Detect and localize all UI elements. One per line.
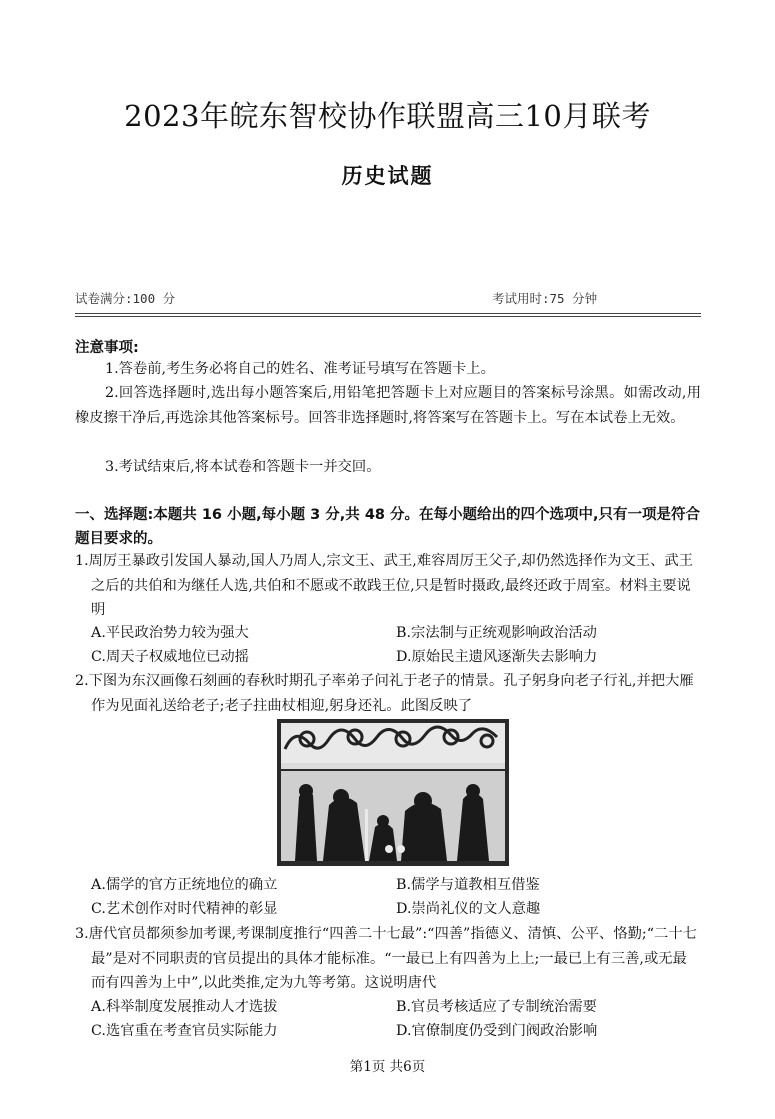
option-b[interactable]: B.儒学与道教相互借鉴 [396,877,540,893]
option-a[interactable]: A.儒学的官方正统地位的确立 [91,877,278,893]
option-d[interactable]: D.官僚制度仍受到门阀政治影响 [396,1023,598,1039]
notice-item: 1.答卷前,考生务必将自己的姓名、准考证号填写在答题卡上。 [105,361,495,377]
exam-title: 2023年皖东智校协作联盟高三10月联考 [124,99,651,133]
option-b[interactable]: B.官员考核适应了专制统治需要 [396,999,597,1015]
option-a[interactable]: A.科举制度发展推动人才选拔 [91,999,278,1015]
option-d[interactable]: D.原始民主遗风逐渐失去影响力 [396,649,598,665]
section-heading: 一、选择题:本题共 16 小题,每小题 3 分,共 48 分。在每小题给出的四个选项中,只有一项是符合题目要求的。 [75,507,701,547]
page-footer: 第1页 共6页 [349,1059,426,1075]
question-stem: 1.周厉王暴政引发国人暴动,国人乃周人,宗文王、武王,难容周厉王父子,却仍然选择作为文王、武王之后的共伯和为继任人选,共伯和不愿或不敢践王位,只是暂时摄政,最终还政于周室。材料主要说明 [75,553,693,618]
subject-title: 历史试题 [341,164,434,188]
option-c[interactable]: C.艺术创作对时代精神的彰显 [91,901,278,917]
option-b[interactable]: B.宗法制与正统观影响政治活动 [396,625,597,641]
question-stem: 3.唐代官员都须参加考课,考课制度推行“四善二十七最”:“四善”指德义、清慎、公平、恪勤;“二十七最”是对不同职责的官员提出的具体才能标准。“一最已上有四善为上上;一最已上有三善,或无最而有四善为上中”,以此类推,定为九等考第。这说明唐代 [75,926,697,991]
exam-time: 考试用时:75 分钟 [492,291,598,306]
stone-relief-image [277,719,509,866]
notice-item: 2.回答选择题时,选出每小题答案后,用铅笔把答题卡上对应题目的答案标号涂黑。如需改动,用橡皮擦干净后,再选涂其他答案标号。回答非选择题时,将答案写在答题卡上。写在本试卷上无效。 [75,385,701,426]
question-stem: 2.下图为东汉画像石刻画的春秋时期孔子率弟子问礼于老子的情景。孔子躬身向老子行礼,并把大雁作为见面礼送给老子;老子拄曲杖相迎,躬身还礼。此图反映了 [75,673,694,714]
full-score: 试卷满分:100 分 [75,291,176,306]
notice-item: 3.考试结束后,将本试卷和答题卡一并交回。 [105,459,381,475]
notice-heading: 注意事项: [75,340,139,356]
divider-line [75,316,701,317]
option-c[interactable]: C.周天子权威地位已动摇 [91,649,249,665]
divider-line [75,313,701,314]
option-a[interactable]: A.平民政治势力较为强大 [91,625,249,641]
option-c[interactable]: C.选官重在考查官员实际能力 [91,1023,278,1039]
option-d[interactable]: D.崇尚礼仪的文人意趣 [396,901,541,917]
